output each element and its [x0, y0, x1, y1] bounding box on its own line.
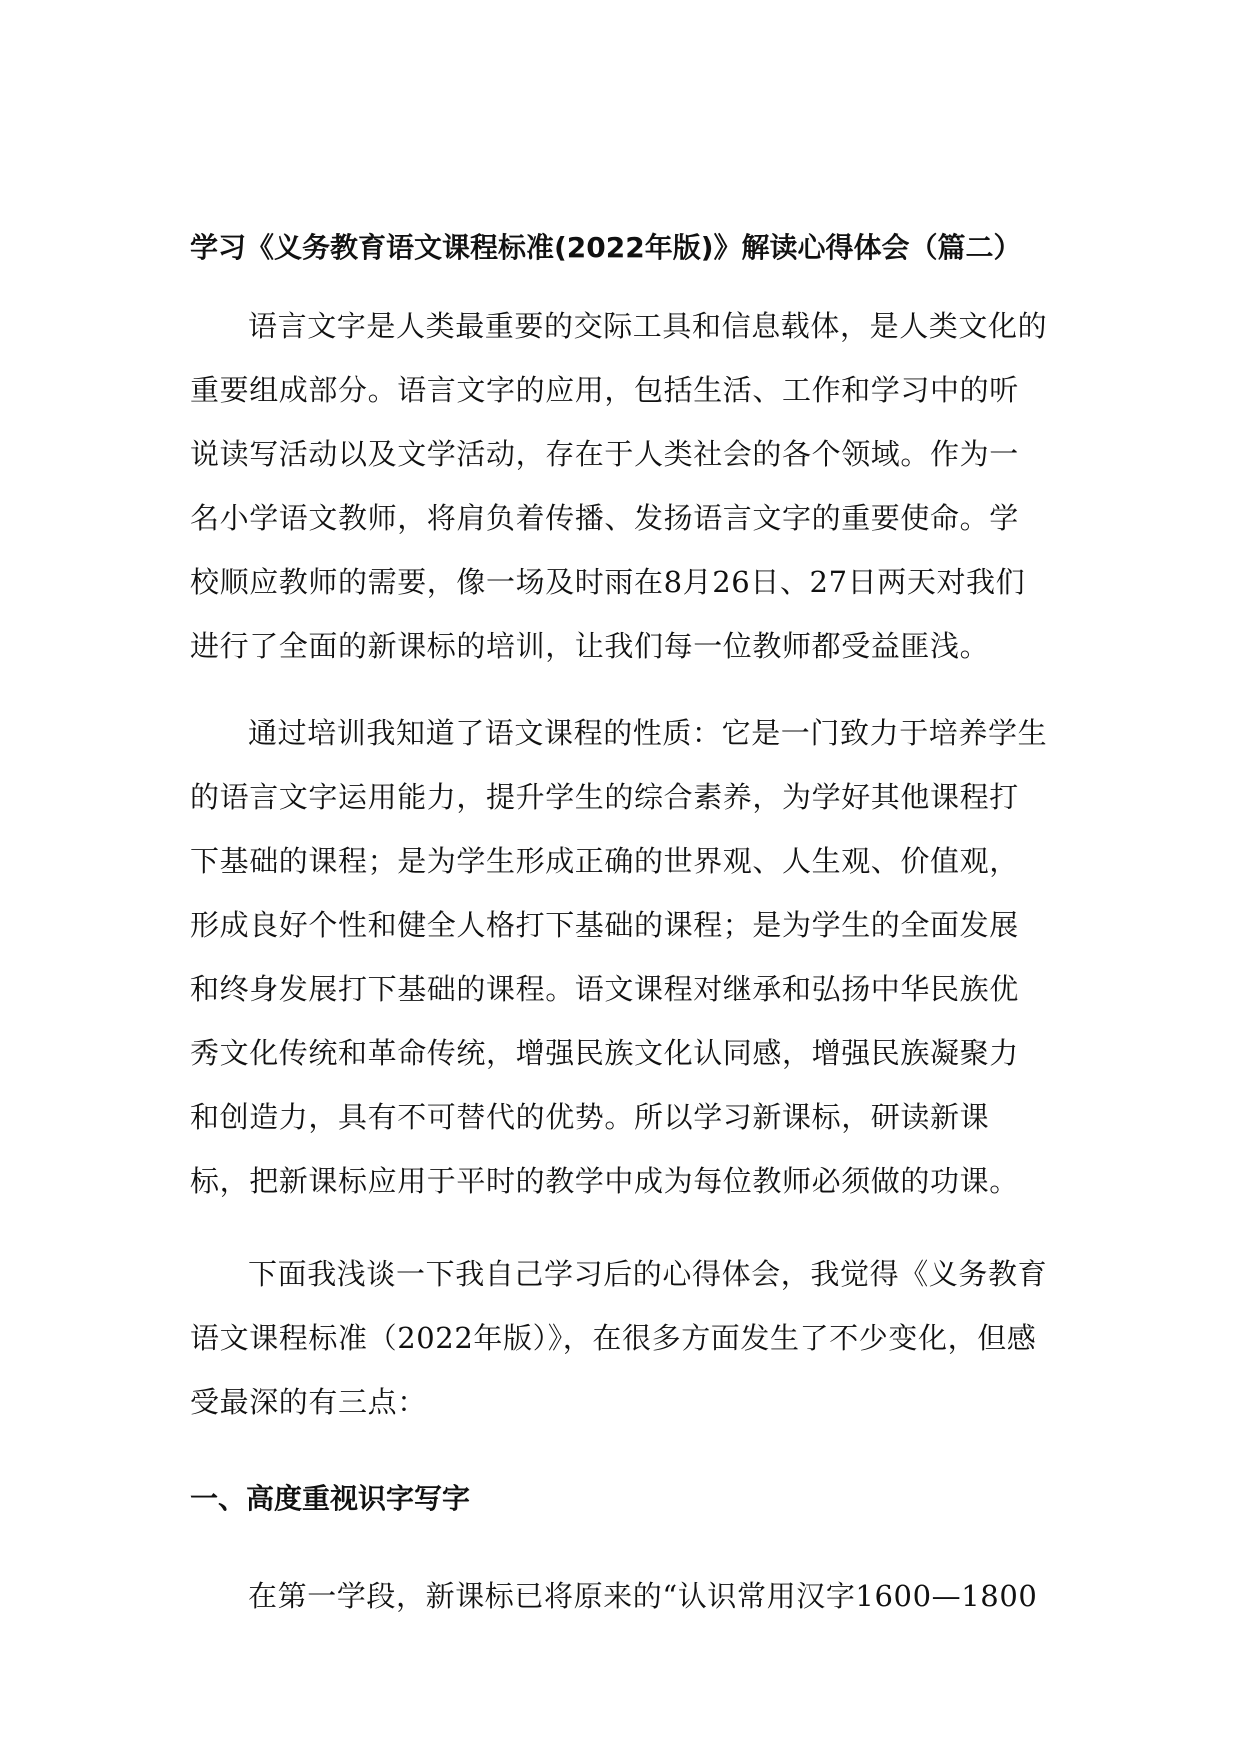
document-title: 学习《义务教育语文课程标准(2022年版)》解读心得体会（篇二） — [190, 231, 1022, 264]
paragraph-3: 下面我浅谈一下我自己学习后的心得体会，我觉得《义务教育语文课程标准（2022年版）》，在很多方面发生了不少变化，但感受最深的有三点： — [190, 1257, 1048, 1419]
section-heading: 一、高度重视识字写字 — [190, 1482, 471, 1515]
paragraph-1: 语言文字是人类最重要的交际工具和信息载体，是人类文化的重要组成部分。语言文字的应用，包括生活、工作和学习中的听说读写活动以及文学活动，存在于人类社会的各个领域。作为一名小学语文教师，将肩负着传播、发扬语言文字的重要使命。学校顺应教师的需要，像一场及时雨在8月26日、27日两天对我们进行了全面的新课标的培训，让我们每一位教师都受益匪浅。 — [190, 309, 1048, 663]
paragraph-2: 通过培训我知道了语文课程的性质：它是一门致力于培养学生的语言文字运用能力，提升学生的综合素养，为学好其他课程打下基础的课程；是为学生形成正确的世界观、人生观、价值观，形成良好个性和健全人格打下基础的课程；是为学生的全面发展和终身发展打下基础的课程。语文课程对继承和弘扬中华民族优秀文化传统和革命传统，增强民族文化认同感，增强民族凝聚力和创造力，具有不可替代的优势。所以学习新课标，研读新课标，把新课标应用于平时的教学中成为每位教师必须做的功课。 — [190, 716, 1048, 1198]
section-paragraph: 在第一学段，新课标已将原来的“认识常用汉字1600—1800 — [248, 1579, 1038, 1613]
